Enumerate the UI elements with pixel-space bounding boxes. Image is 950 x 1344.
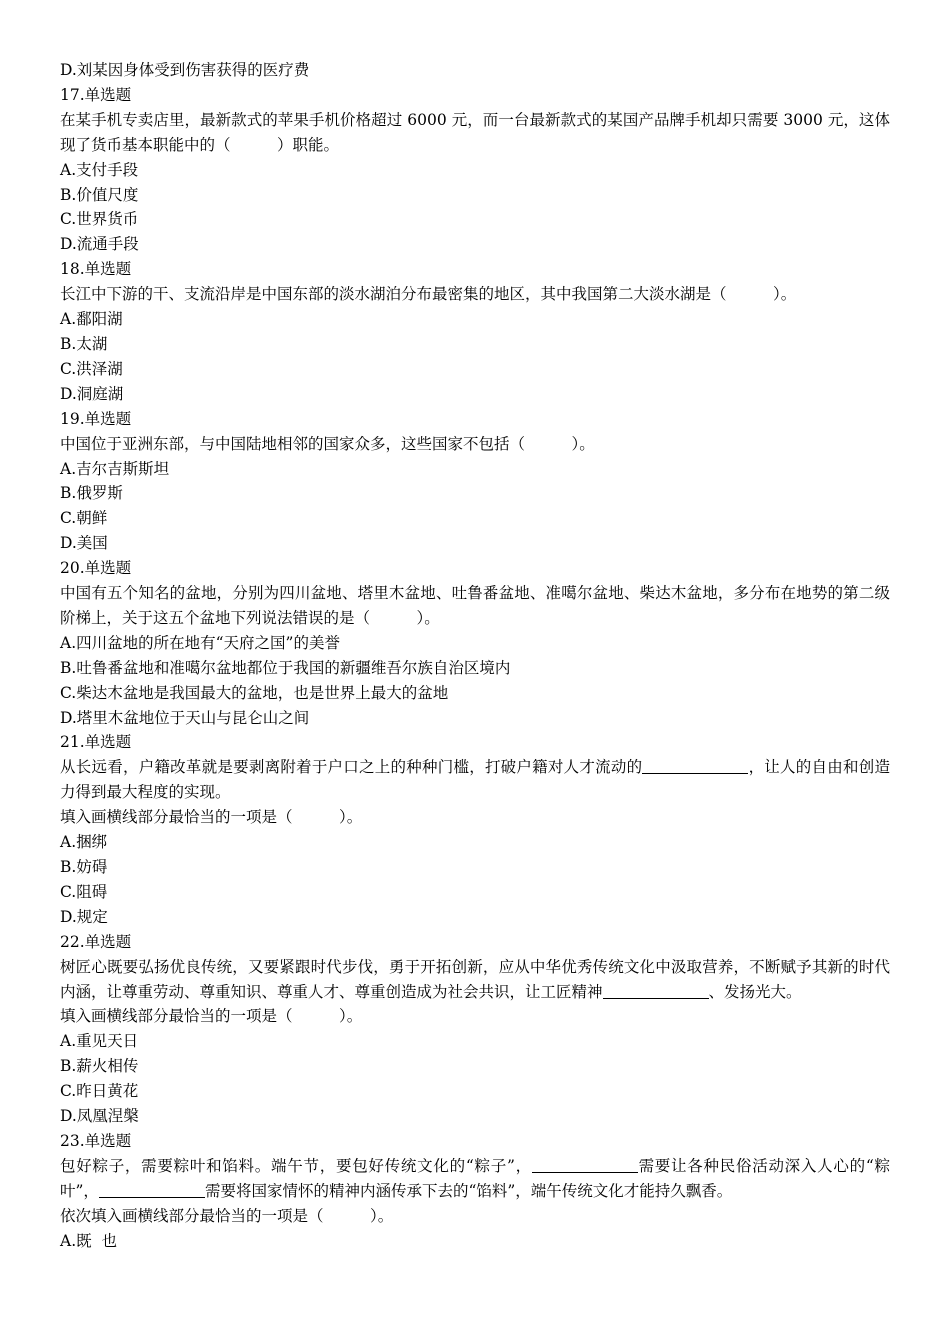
question-18 — [60, 257, 890, 406]
q22-stem — [60, 955, 890, 1005]
q23-header: 23.单选题 — [60, 1131, 132, 1150]
question-23 — [60, 1129, 890, 1254]
q21-stem-part-2: ，让人的自由和创造力得到最大程度的实现。 — [60, 758, 890, 802]
q18-option-c: C.洪泽湖 — [60, 359, 123, 378]
q19-stem: 中国位于亚洲东部，与中国陆地相邻的国家众多，这些国家不包括（ ）。 — [60, 434, 595, 453]
q20-option-c: C.柴达木盆地是我国最大的盆地，也是世界上最大的盆地 — [60, 683, 449, 702]
q18-option-b: B.太湖 — [60, 334, 108, 353]
q20-option-d: D.塔里木盆地位于天山与昆仑山之间 — [60, 708, 310, 727]
q23-answer-blank-1 — [532, 1156, 638, 1173]
q21-option-d: D.规定 — [60, 907, 108, 926]
q20-option-a: A.四川盆地的所在地有“天府之国”的美誉 — [60, 633, 340, 652]
q20-stem: 中国有五个知名的盆地，分别为四川盆地、塔里木盆地、吐鲁番盆地、准噶尔盆地、柴达木盆地，多分布在地势的第二级阶梯上，关于这五个盆地下列说法错误的是（ ）。 — [60, 584, 890, 627]
q22-option-a: A.重见天日 — [60, 1032, 139, 1051]
q21-header: 21.单选题 — [60, 733, 132, 752]
q22-stem-part-2: 、发扬光大。 — [708, 982, 802, 1001]
q22-header: 22.单选题 — [60, 932, 132, 951]
q21-option-b: B.妨碍 — [60, 858, 108, 876]
q19-header: 19.单选题 — [60, 409, 132, 428]
question-20 — [60, 556, 890, 730]
q22-answer-blank — [603, 982, 709, 999]
q16-option-d: D.刘某因身体受到伤害获得的医疗费 — [60, 61, 310, 79]
q22-option-c: C.昨日黄花 — [60, 1082, 139, 1101]
q21-prompt: 填入画横线部分最恰当的一项是（ ）。 — [60, 808, 363, 827]
question-17 — [60, 83, 890, 257]
question-21 — [60, 730, 890, 929]
q17-header: 17.单选题 — [60, 85, 132, 104]
q23-stem-part-2: 需要让各种民俗活动深入人心的“粽叶”， — [60, 1156, 890, 1200]
q21-option-c: C.阻碍 — [60, 882, 108, 901]
q19-option-c: C.朝鲜 — [60, 509, 108, 528]
q20-header: 20.单选题 — [60, 559, 132, 578]
q21-option-a: A.捆绑 — [60, 833, 108, 852]
q19-option-a: A.吉尔吉斯斯坦 — [60, 459, 170, 478]
q23-answer-blank-2 — [99, 1181, 205, 1198]
q20-option-b: B.吐鲁番盆地和准噶尔盆地都位于我国的新疆维吾尔族自治区境内 — [60, 658, 511, 677]
q17-option-a: A.支付手段 — [60, 160, 139, 179]
q17-option-c: C.世界货币 — [60, 210, 139, 229]
q23-prompt: 依次填入画横线部分最恰当的一项是（ ）。 — [60, 1206, 394, 1225]
question-22 — [60, 930, 890, 1129]
q22-option-b: B.薪火相传 — [60, 1057, 139, 1076]
q17-option-d: D.流通手段 — [60, 235, 139, 254]
q22-prompt: 填入画横线部分最恰当的一项是（ ）。 — [60, 1007, 363, 1026]
q23-option-a: A.既 也 — [60, 1231, 117, 1250]
q18-stem: 长江中下游的干、支流沿岸是中国东部的淡水湖泊分布最密集的地区，其中我国第二大淡水湖是（ ）。 — [60, 285, 797, 304]
q19-option-b: B.俄罗斯 — [60, 484, 123, 503]
q21-answer-blank — [642, 757, 748, 774]
q17-option-b: B.价值尺度 — [60, 185, 139, 204]
q21-stem — [60, 755, 890, 805]
exam-page — [60, 58, 890, 1254]
q18-option-a: A.鄱阳湖 — [60, 310, 123, 329]
q22-stem-part-1: 树匠心既要弘扬优良传统，又要紧跟时代步伐，勇于开拓创新，应从中华优秀传统文化中汲取营养，不断赋予其新的时代内涵，让尊重劳动、尊重知识、尊重人才、尊重创造成为社会共识，让工匠精神 — [60, 957, 890, 1001]
q23-stem — [60, 1154, 890, 1204]
q22-option-d: D.凤凰涅槃 — [60, 1107, 139, 1126]
q23-stem-part-1: 包好粽子，需要粽叶和馅料。端午节，要包好传统文化的“粽子”， — [60, 1156, 532, 1175]
q18-option-d: D.洞庭湖 — [60, 384, 124, 403]
q23-stem-part-3: 需要将国家情怀的精神内涵传承下去的“馅料”，端午传统文化才能持久飘香。 — [204, 1181, 733, 1200]
q18-header: 18.单选题 — [60, 260, 132, 279]
question-19 — [60, 407, 890, 556]
q17-stem: 在某手机专卖店里，最新款式的苹果手机价格超过 6000 元，而一台最新款式的某国产品牌手机却只需要 3000 元，这体现了货币基本职能中的（ ）职能。 — [60, 110, 890, 154]
q19-option-d: D.美国 — [60, 534, 108, 553]
q21-stem-part-1: 从长远看，户籍改革就是要剥离附着于户口之上的种种门槛，打破户籍对人才流动的 — [60, 758, 643, 777]
